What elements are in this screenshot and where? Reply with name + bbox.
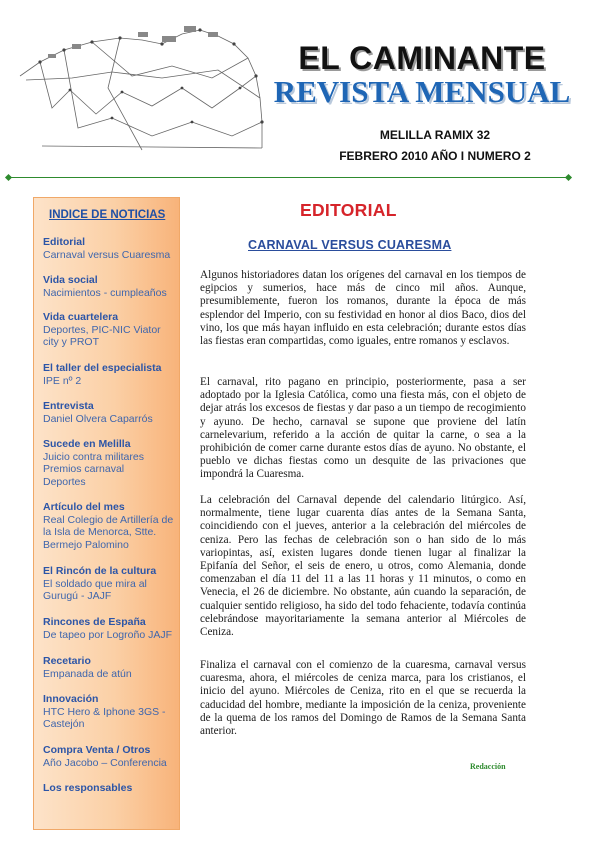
index-line: IPE nº 2 <box>43 374 82 387</box>
index-item-recetario[interactable] <box>43 655 177 680</box>
index-item-responsables[interactable] <box>43 782 177 795</box>
index-line: city y PROT <box>43 336 100 348</box>
magazine-title: EL CAMINANTE <box>298 40 546 76</box>
index-heading: Entrevista <box>43 400 94 412</box>
index-line: Deportes <box>43 475 86 488</box>
article-paragraph: La celebración del Carnaval depende del calendario litúrgico. Así, normalmente, tiene lugar cuarenta días antes de la Semana Santa, coincidiendo con el jueves, anterior a la celebración del miércoles de ceniza. Pero las fechas de celebración son o han sido de lo más variopintas, así, existen lugares donde tienen lugar al finalizar la Epifanía del Señor, el seis de enero, u otros, como Alemania, donde comenzaban el día 11 del 11 a las 11 horas y 11 minutos, o como en Venecia, el 26 de diciembre. No obstante, aún cuando la separación, de cualquier sentido religioso, ha sido del todo fehaciente, todavía continúa celebrándose mayoritariamente la semana anterior al Miércoles de Ceniza. <box>200 494 526 639</box>
index-line: HTC Hero & Iphone 3GS - <box>43 705 166 718</box>
article-paragraph: Finaliza el carnaval con el comienzo de la cuaresma, carnaval versus cuaresma, ahora, el miércoles de ceniza marca, para los cristianos, el inicio del ayuno. Miércoles de Ceniza, rito en el que se recuerda la caducidad del hombre, mediante la imposición de la ceniza, proveniente de la quema de los ramos del Domingo de Ramos de la Semana Santa anterior. <box>200 659 526 738</box>
magazine-subtitle: REVISTA MENSUAL <box>273 74 571 109</box>
index-line: Deportes, PIC-NIC Viator <box>43 323 161 336</box>
article-headline: CARNAVAL VERSUS CUARESMA <box>248 238 452 252</box>
index-line: Nacimientos - cumpleaños <box>43 286 167 299</box>
index-heading: Sucede en Melilla <box>43 438 131 450</box>
news-index-sidebar <box>33 197 180 830</box>
index-line: Bermejo Palomino <box>43 538 129 551</box>
divider-end-diamond-left <box>5 174 12 181</box>
edition-date: FEBRERO 2010 AÑO I NUMERO 2 <box>339 149 531 163</box>
index-heading: El taller del especialista <box>43 362 162 374</box>
index-heading: Recetario <box>43 655 91 667</box>
index-item-editorial[interactable] <box>43 236 177 261</box>
index-heading: Rincones de España <box>43 616 146 628</box>
index-line: Carnaval versus Cuaresma <box>43 248 171 261</box>
index-item-vida-social[interactable] <box>43 274 177 299</box>
index-item-taller[interactable] <box>43 362 177 387</box>
index-heading: Compra Venta / Otros <box>43 744 151 756</box>
index-item-vida-cuartelera[interactable] <box>43 311 177 349</box>
index-item-sucede-melilla[interactable] <box>43 438 177 488</box>
article-paragraph: Algunos historiadores datan los orígenes del carnaval en los tiempos de egipcios y sumerios, hace más de cinco mil años. Aunque, presumiblemente, fueron los romanos, durante la época de más esplendor del Imperio, con su festividad en honor al dios Baco, dios del vino, los que más hayan influido en esta celebración; durante estos días las fiestas eran compartidas, como iguales, entre romanos y esclavos. <box>200 269 526 348</box>
index-item-compra-venta[interactable] <box>43 744 177 769</box>
index-line: Año Jacobo – Conferencia <box>43 756 167 769</box>
section-title: EDITORIAL <box>300 200 397 220</box>
edition-location: MELILLA RAMIX 32 <box>379 128 491 142</box>
index-item-rincones[interactable] <box>43 616 177 641</box>
route-map-illustration <box>12 18 270 168</box>
index-heading: El Rincón de la cultura <box>43 565 157 577</box>
index-item-cultura[interactable] <box>43 565 177 603</box>
index-heading: Artículo del mes <box>43 501 125 513</box>
index-line: Castejón <box>43 718 85 730</box>
index-heading: Vida cuartelera <box>43 311 119 323</box>
index-line: Daniel Olvera Caparrós <box>43 412 153 425</box>
index-line: Empanada de atún <box>43 667 132 680</box>
header-divider <box>8 177 570 178</box>
article-paragraph: El carnaval, rito pagano en principio, posteriormente, pasa a ser adoptado por la Iglesia Católica, como una fiesta más, con el objeto de dejar atrás los excesos de fiestas y dar paso a un tiempo de recogimiento y ayuno. De hecho, carnaval se supone que proviene del latín carnelevarium, referido a la acción de quitar la carne, o sea a la prohibición de comer carne durante estos días de ayuno. No obstante, el pueblo ve dichas fiestas como un desquite de las privaciones que impondrá la Cuaresma. <box>200 376 526 481</box>
index-line: Gurugú - JAJF <box>43 590 112 602</box>
index-heading: Vida social <box>43 274 98 286</box>
article-signature: Redacción <box>470 762 506 771</box>
index-item-articulo[interactable] <box>43 501 177 551</box>
index-item-innovacion[interactable] <box>43 693 177 731</box>
index-line: De tapeo por Logroño JAJF <box>43 628 172 641</box>
news-index-title: INDICE DE NOTICIAS <box>49 209 166 221</box>
index-line: Real Colegio de Artillería de <box>43 513 174 526</box>
index-heading: Innovación <box>43 693 99 705</box>
index-line: Premios carnaval <box>43 463 125 475</box>
index-line: la Isla de Menorca, Stte. <box>43 526 157 538</box>
index-heading: Los responsables <box>43 782 133 794</box>
index-item-entrevista[interactable] <box>43 400 177 425</box>
index-line: El soldado que mira al <box>43 577 147 590</box>
divider-end-diamond-right <box>565 174 572 181</box>
index-line: Juicio contra militares <box>43 450 144 463</box>
index-heading: Editorial <box>43 236 86 248</box>
